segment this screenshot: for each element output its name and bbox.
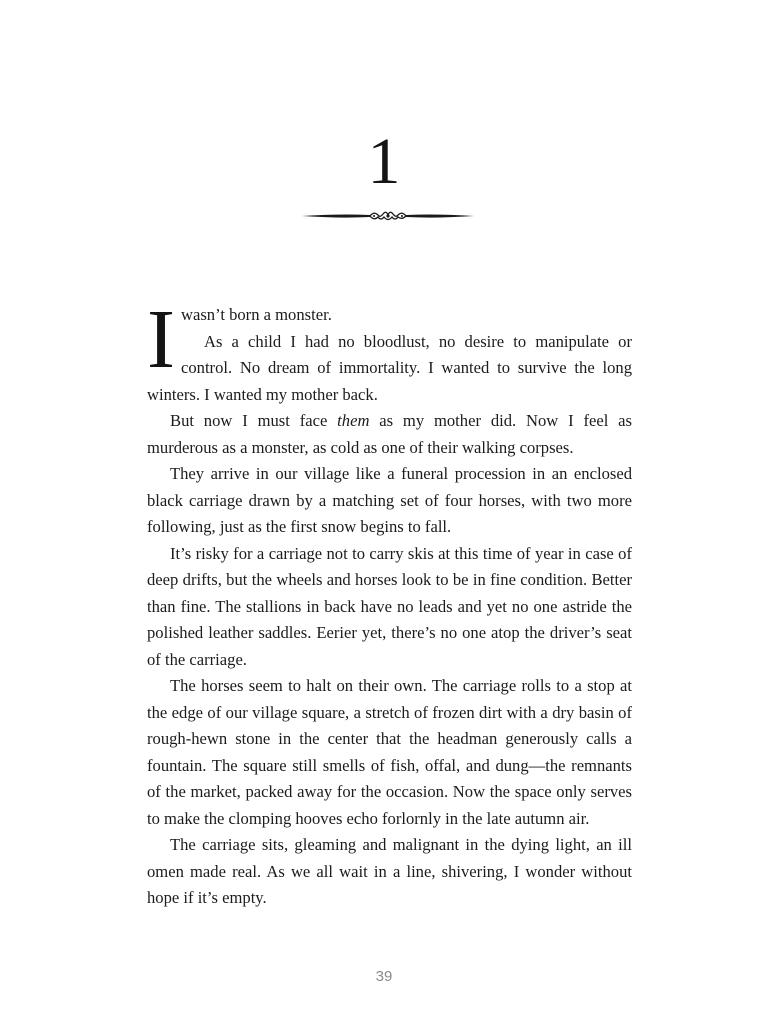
page-number: 39 — [375, 968, 393, 985]
paragraph-6: The horses seem to halt on their own. The carriage rolls to a stop at the edge of our village square, a stretch of frozen dirt with a dry basin of rough-hewn stone in the center that the headman generously calls a fountain. The square still smells of fish, offal, and dung—the remnants of the market, packed away for the occasion. Now the space only serves to make the clomping hooves echo forlornly in the late autumn air. — [147, 676, 632, 828]
paragraph-7: The carriage sits, gleaming and malignant in the dying light, an ill omen made real. As we all wait in a line, shivering, I wonder without hope if it’s empty. — [147, 835, 632, 907]
paragraph-3-text-a: But now I must face — [170, 411, 338, 430]
paragraph-3-emphasis: them — [337, 411, 370, 430]
flourish-divider-icon — [300, 206, 476, 226]
chapter-number: 1 — [367, 125, 401, 198]
paragraph-1-text: wasn’t born a monster. — [180, 305, 332, 324]
paragraph-3 — [147, 408, 632, 461]
drop-cap: I — [147, 293, 175, 386]
paragraph-4: They arrive in our village like a funeral procession in an enclosed black carriage drawn by a matching set of four horses, with two more following, just as the first snow begins to fall. — [147, 464, 632, 536]
paragraph-3-text-b: as my mother did. Now I feel as murderous as a monster, as cold as one of their walking corpses. — [147, 411, 632, 457]
paragraph-2: As a child I had no bloodlust, no desire to manipulate or control. No dream of immortality. I wanted to survive the long winters. I wanted my mother back. — [147, 331, 632, 404]
paragraph-5: It’s risky for a carriage not to carry skis at this time of year in case of deep drifts, but the wheels and horses look to be in fine condition. Better than fine. The stallions in back have no leads and yet no one astride the polished leather saddles. Eerier yet, there’s no one atop the driver’s seat of the carriage. — [147, 543, 632, 669]
chapter-body-text — [147, 293, 632, 912]
